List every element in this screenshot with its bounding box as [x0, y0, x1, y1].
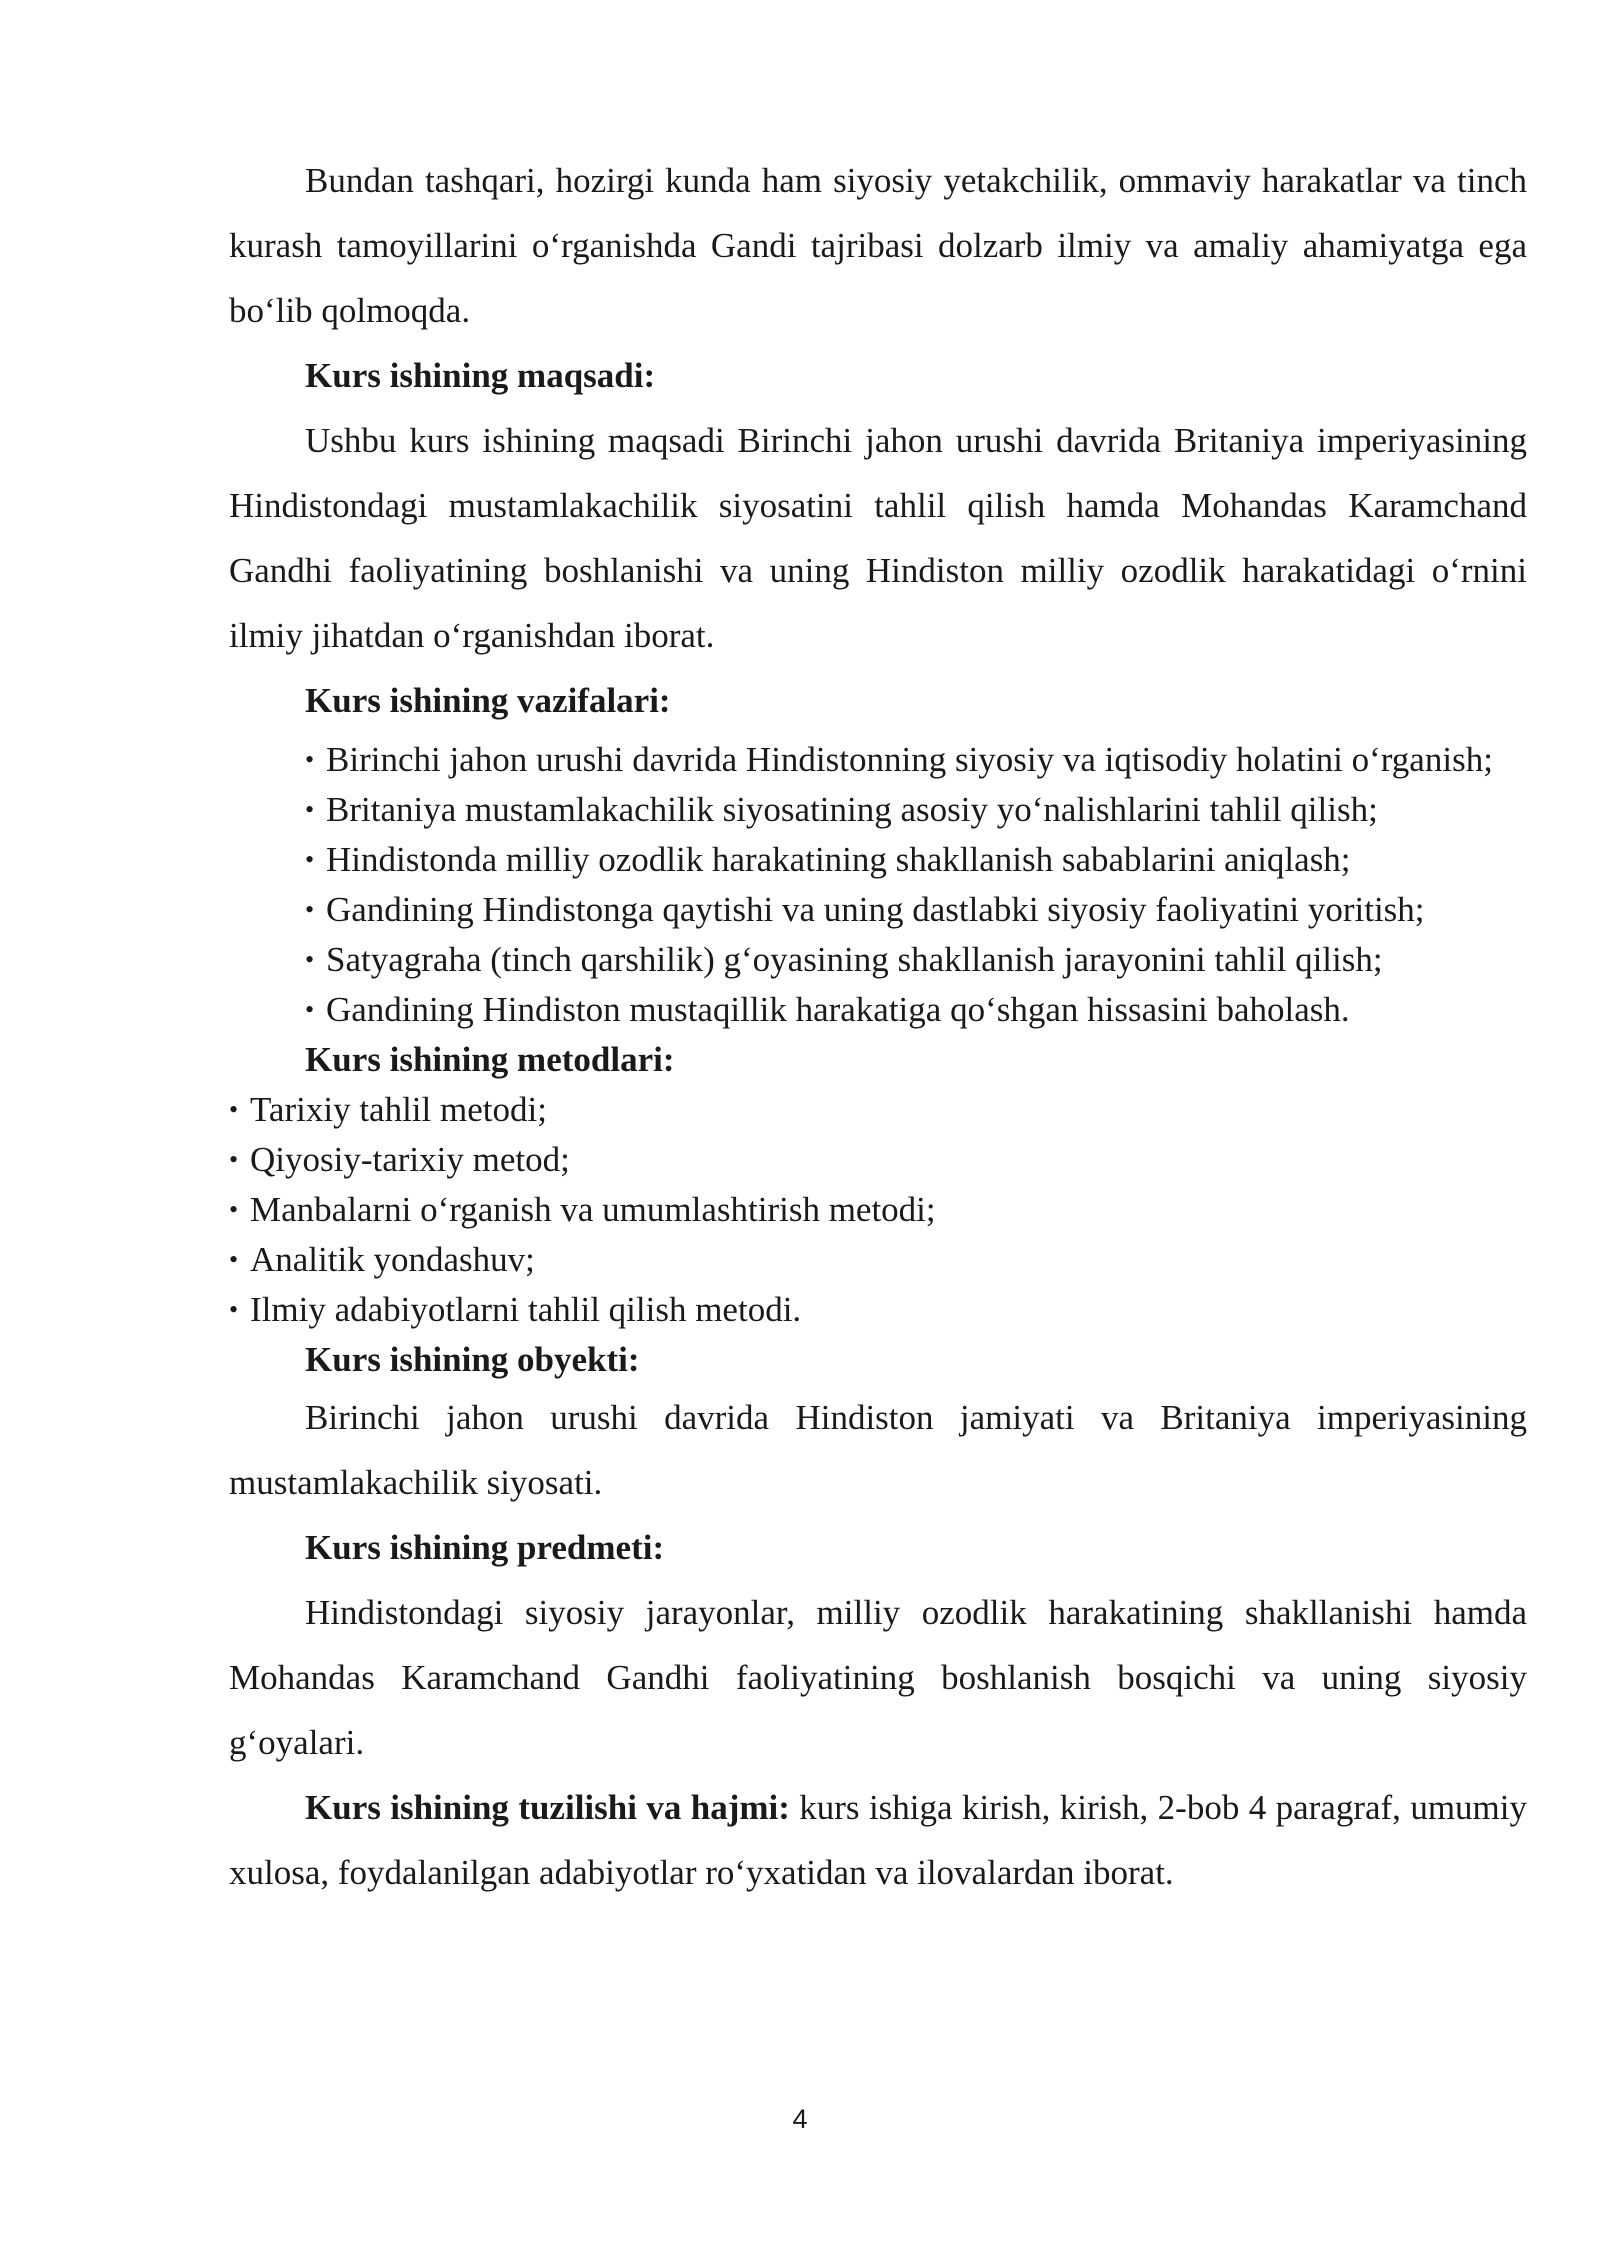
list-item-text: Birinchi jahon urushi davrida Hindistonning siyosiy va iqtisodiy holatini o‘rganish; [326, 740, 1493, 779]
bullet-icon: • [305, 995, 315, 1024]
list-item-text: Britaniya mustamlakachilik siyosatining asosiy yo‘nalishlarini tahlil qilish; [326, 790, 1378, 829]
list-item-text: Gandining Hindiston mustaqillik harakatiga qo‘shgan hissasini baholash. [326, 990, 1350, 1029]
structure-text: kurs ishiga kirish, kirish, 2-bob 4 paragraf, umumiy xulosa, foydalanilgan adabiyotlar ro‘yxatidan va ilovalardan iborat. [229, 1788, 1527, 1892]
list-item-text: Analitik yondashuv; [250, 1240, 535, 1279]
structure-paragraph [229, 1775, 1527, 1905]
bullet-icon: • [305, 895, 315, 924]
list-item-text: Gandining Hindistonga qaytishi va uning dastlabki siyosiy faoliyatini yoritish; [326, 890, 1425, 929]
object-paragraph: Birinchi jahon urushi davrida Hindiston jamiyati va Britaniya imperiyasining mustamlakachilik siyosati. [229, 1398, 1527, 1502]
list-item-text: Qiyosiy-tarixiy metod; [250, 1140, 570, 1179]
bullet-icon: • [229, 1295, 239, 1324]
bullet-icon: • [305, 945, 315, 974]
bullet-icon: • [305, 795, 315, 824]
bullet-icon: • [305, 745, 315, 774]
tasks-heading: Kurs ishining vazifalari: [305, 681, 671, 720]
bullet-icon: • [229, 1245, 239, 1274]
list-item [229, 1285, 1527, 1335]
list-item-text: Tarixiy tahlil metodi; [250, 1090, 547, 1129]
bullet-icon: • [305, 845, 315, 874]
list-item [229, 885, 1527, 935]
methods-heading: Kurs ishining metodlari: [305, 1040, 675, 1079]
page-number: 4 [792, 2104, 808, 2134]
list-item [229, 727, 1527, 785]
bullet-icon: • [229, 1145, 239, 1174]
list-item [229, 1135, 1527, 1185]
list-item [229, 835, 1527, 885]
list-item [229, 785, 1527, 835]
list-item [229, 1085, 1527, 1135]
bullet-icon: • [229, 1095, 239, 1124]
tasks-list [229, 727, 1527, 1035]
list-item-text: Satyagraha (tinch qarshilik) g‘oyasining shakllanish jarayonini tahlil qilish; [326, 940, 1383, 979]
intro-paragraph: Bundan tashqari, hozirgi kunda ham siyosiy yetakchilik, ommaviy harakatlar va tinch kurash tamoyillarini o‘rganishda Gandi tajribasi dolzarb ilmiy va amaliy ahamiyatga ega bo‘lib qolmoqda. [229, 161, 1527, 330]
methods-list [229, 1085, 1527, 1335]
document-page [229, 148, 1527, 1905]
list-item [229, 1235, 1527, 1285]
list-item-text: Manbalarni o‘rganish va umumlashtirish metodi; [250, 1190, 936, 1229]
list-item-text: Hindistonda milliy ozodlik harakatining shakllanish sabablarini aniqlash; [326, 840, 1351, 879]
object-heading: Kurs ishining obyekti: [305, 1340, 640, 1379]
subject-heading: Kurs ishining predmeti: [305, 1528, 665, 1567]
list-item-text: Ilmiy adabiyotlarni tahlil qilish metodi. [250, 1290, 802, 1329]
bullet-icon: • [229, 1195, 239, 1224]
list-item [229, 985, 1527, 1035]
subject-paragraph: Hindistondagi siyosiy jarayonlar, milliy ozodlik harakatining shakllanishi hamda Mohandas Karamchand Gandhi faoliyatining boshlanish bosqichi va uning siyosiy g‘oyalari. [229, 1593, 1527, 1762]
goal-heading: Kurs ishining maqsadi: [305, 356, 656, 395]
goal-paragraph: Ushbu kurs ishining maqsadi Birinchi jahon urushi davrida Britaniya imperiyasining Hindistondagi mustamlakachilik siyosatini tahlil qilish hamda Mohandas Karamchand Gandhi faoliyatining boshlanishi va uning Hindiston milliy ozodlik harakatidagi o‘rnini ilmiy jihatdan o‘rganishdan iborat. [229, 421, 1527, 655]
structure-label: Kurs ishining tuzilishi va hajmi: [305, 1788, 790, 1827]
list-item [229, 935, 1527, 985]
list-item [229, 1185, 1527, 1235]
